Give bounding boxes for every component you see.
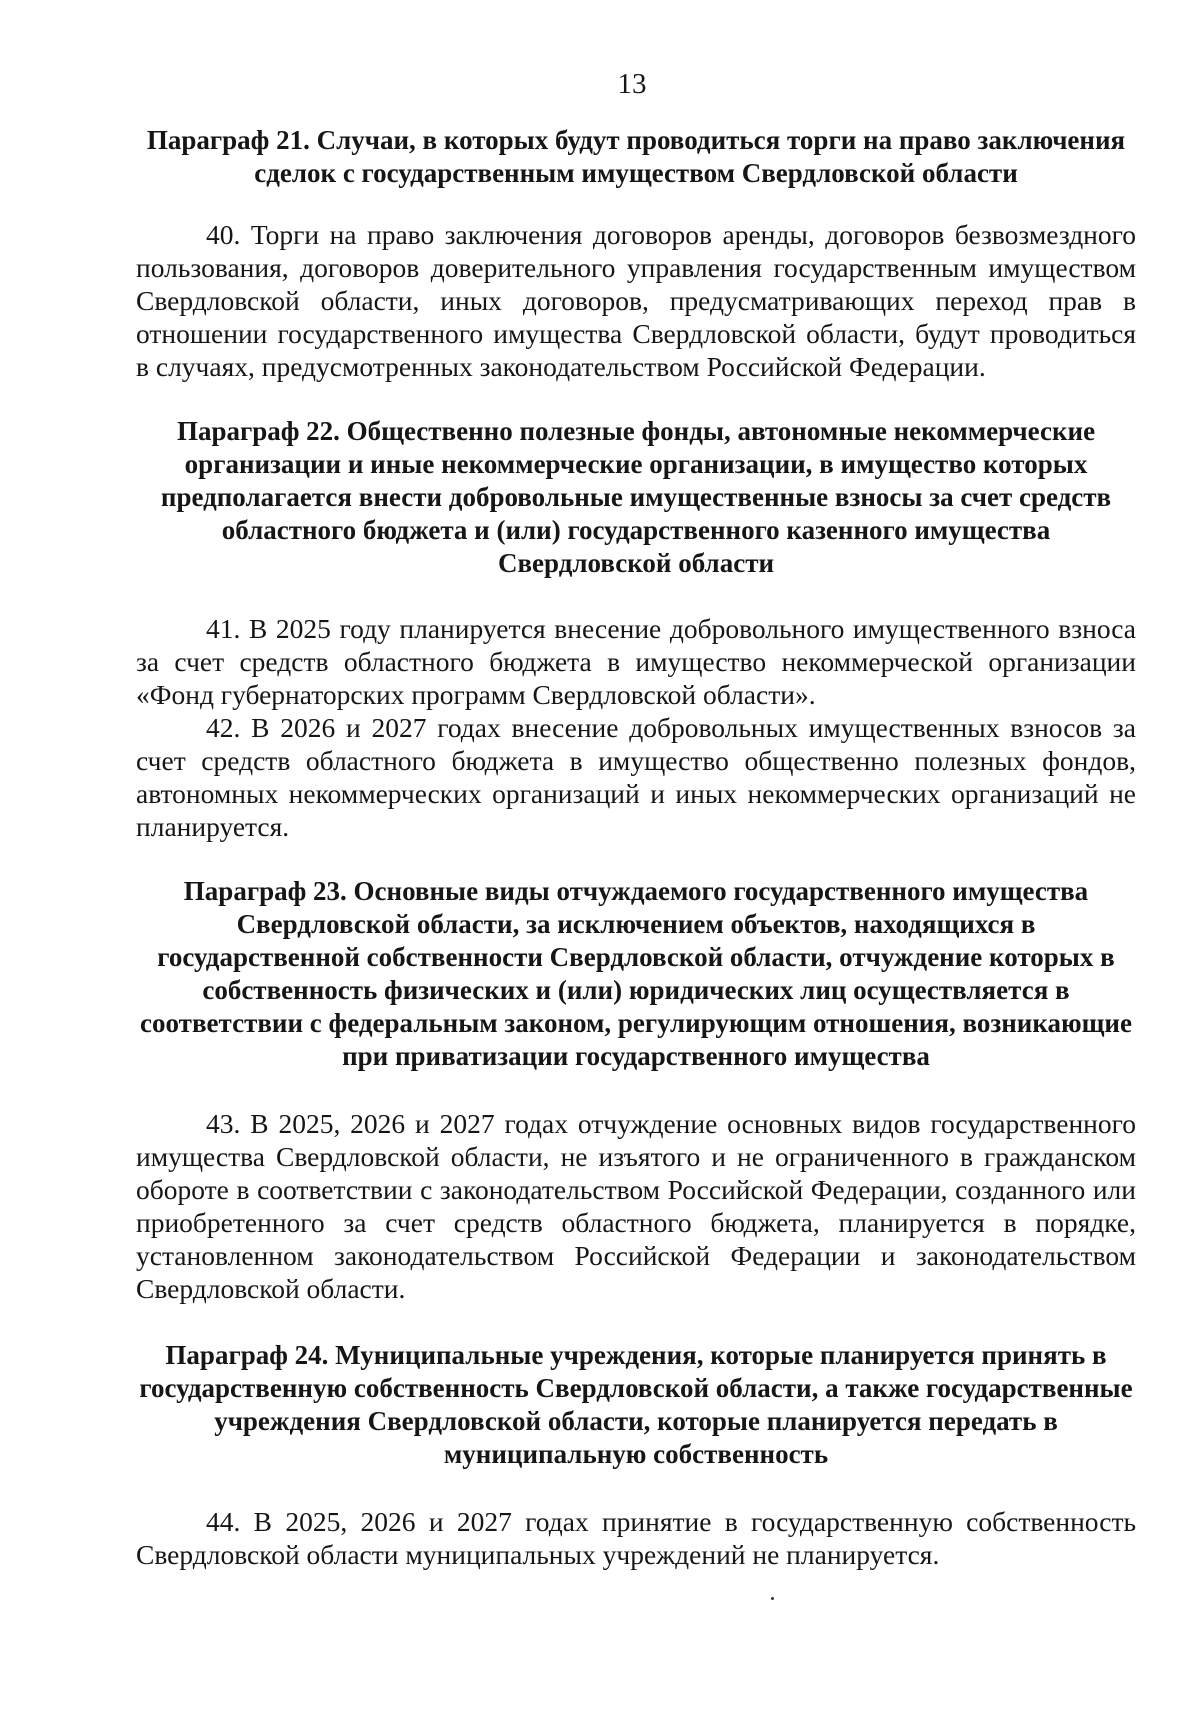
scan-speck: [771, 1597, 774, 1600]
paragraph-42: 42. В 2026 и 2027 годах внесение добровольных имущественных взносов за счет средств областного бюджета в имущество общественно полезных фондов, автономных некоммерческих организаций и иных некоммерческих организаций не планируется.: [136, 712, 1136, 842]
paragraph-43: 43. В 2025, 2026 и 2027 годах отчуждение основных видов государственного имущества Свердловской области, не изъятого и не ограниченного в гражданском обороте в соответствии с законодательством Российской Федерации, созданного или приобретенного за счет средств областного бюджета, планируется в порядке, установленном законодательством Российской Федерации и законодательством Свердловской области.: [136, 1108, 1136, 1304]
paragraph-40: 40. Торги на право заключения договоров аренды, договоров безвозмездного пользования, договоров доверительного управления государственным имуществом Свердловской области, иных договоров, предусматривающих переход прав в отношении государственного имущества Свердловской области, будут проводиться в случаях, предусмотренных законодательством Российской Федерации.: [136, 219, 1136, 382]
paragraph-41: 41. В 2025 году планируется внесение добровольного имущественного взноса за счет средств областного бюджета в имущество некоммерческой организации «Фонд губернаторских программ Свердловской области».: [136, 613, 1136, 710]
section-24-heading: Параграф 24. Муниципальные учреждения, которые планируется принять в государственную собственность Свердловской области, а также государственные учреждения Свердловской области, которые планируется передать в муниципальную собственность: [139, 1340, 1133, 1469]
section-23-heading: Параграф 23. Основные виды отчуждаемого государственного имущества Свердловской области, за исключением объектов, находящихся в государственной собственности Свердловской области, отчуждение которых в собственность физических и (или) юридических лиц осуществляется в соответствии с федеральным законом, регулирующим отношения, возникающие при приватизации государственного имущества: [140, 876, 1132, 1071]
document-body: [136, 124, 1136, 1571]
section-22-heading: Параграф 22. Общественно полезные фонды, автономные некоммерческие организации и иные некоммерческие организации, в имущество которых предполагается внести добровольные имущественные взносы за счет средств областного бюджета и (или) государственного казенного имущества Свердловской области: [160, 416, 1112, 578]
paragraph-44: 44. В 2025, 2026 и 2027 годах принятие в государственную собственность Свердловской области муниципальных учреждений не планируется.: [136, 1506, 1136, 1570]
section-21-heading: Параграф 21. Случаи, в которых будут проводиться торги на право заключения сделок с государственным имуществом Свердловской области: [146, 125, 1126, 188]
page-number: 13: [617, 68, 647, 100]
